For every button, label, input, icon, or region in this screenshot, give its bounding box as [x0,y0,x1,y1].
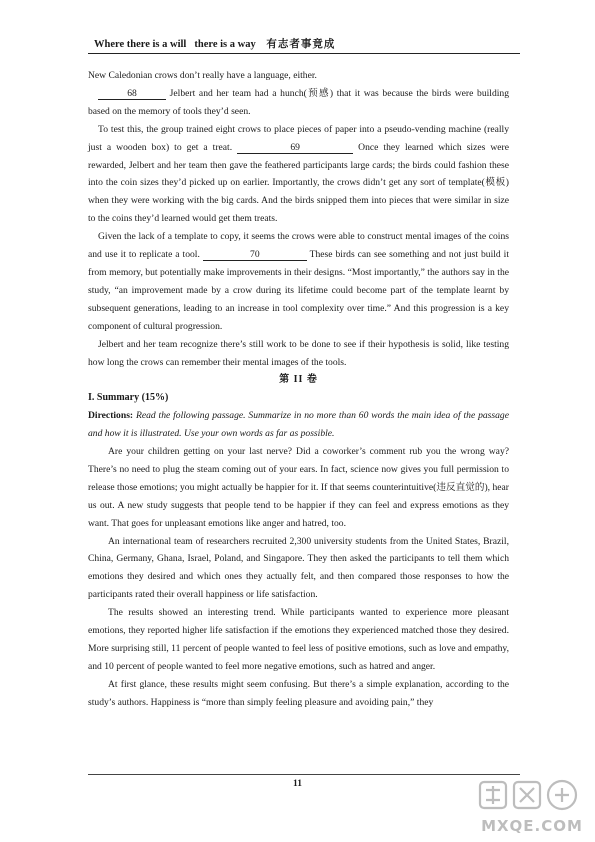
header-motto-en-part1: Where there is a will [94,39,187,50]
directions [88,407,509,443]
paragraph-2 [88,85,509,121]
header-motto-en-part2: there is a way [194,39,256,50]
paragraph-1: New Caledonian crows don’t really have a language, either. [88,70,317,81]
paragraph-2-text: Jelbert and her team had a hunch(预感) that it was because the birds were building based on the memory of tools they’d seen. [88,87,509,117]
summary-paragraph-1: Are your children getting on your last nerve? Did a coworker’s comment rub you the wrong way? There’s no need to plug the steam coming out of your ears. In fact, science now gives you full permission to release those emotions; you might actually be happier for it. If that seems counterintuitive(违反直觉的), hear us out. A new study suggests that people tend to be happier if they can feel and express emotions as they want. That goes for unpleasant emotions like anger and hatred, too. [88,446,509,529]
watermark-glyph-1-strokes [486,786,500,804]
paragraph-3-text-b: Once they learned which sizes were rewarded, Jelbert and her team then gave the feathered participants large cards; the birds could fashion these into the coin sizes they’d picked up on earlier. Importantly, the crows didn’t get any sort of template(模板) when they were working with the big cards. And the birds snipped them into pieces that were similar in size to the coins they’d learned would get them treats. [88,141,509,225]
summary-paragraph-3: The results showed an interesting trend. While participants wanted to experience more pleasant emotions, they reported higher life satisfaction if the emotions they experienced matched those they desired. More surprising still, 11 percent of people wanted to feel less of positive emotions, such as love and empathy, and 10 percent of people wanted to feel more negative emotions, such as hatred and anger. [88,607,509,672]
watermark-glyph-2-strokes [520,788,534,802]
page-header [94,36,514,51]
paragraph-4-text-a: Given the lack of a template to copy, it seems the crows were able to construct mental images of the coins and use it to replicate a tool. [88,231,509,261]
summary-paragraph-4: At first glance, these results might seem confusing. But there’s a simple explanation, according to the study’s authors. Happiness is “more than simply feeling pleasure and avoiding pain,” they [88,678,509,708]
header-motto-cn: 有志者事竟成 [266,39,336,50]
paragraph-4-text-b: These birds can see something and not just build it from memory, but potentially make improvements in their designs. “Most importantly,” the authors say in the study, “an improvement made by a crow during its lifetime could become part of the template learnt by subsequent generations, leading to an increase in tool complexity over time.” And this progression is a key component of cultural progression. [88,249,510,332]
paragraph-3 [88,121,509,228]
summary-section-title: I. Summary (15%) [88,392,169,404]
header-divider [88,53,520,54]
paragraph-3-text-a: To test this, the group trained eight crows to place pieces of paper into a pseudo-vending machine (really just a wooden box) to get a treat. [88,123,509,153]
watermark-glyph-3-strokes [555,788,569,802]
page-number: 11 [293,779,302,789]
answer-blank-70: 70 [203,249,307,261]
watermark-text: MXQE.COM [481,817,583,835]
answer-blank-69: 69 [237,142,353,154]
paragraph-5: Jelbert and her team recognize there’s still work to be done to see if their hypothesis is solid, like testing how long the crows can remember their mental images of the tools. [88,338,509,368]
footer-divider [88,774,520,775]
directions-label: Directions: [88,410,134,422]
answer-blank-68: 68 [98,88,166,100]
part-2-title: 第 II 卷 [279,374,318,386]
summary-paragraph-2: An international team of researchers recruited 2,300 university students from the United States, Brazil, China, Germany, Ghana, Israel, Poland, and Singapore. They then asked the participants to tell them which emotions they desired and which ones they actually felt, and then compared those responses to how the participants rated their overall happiness or life satisfaction. [88,535,509,601]
paragraph-4 [88,228,509,335]
passage-body [88,67,509,712]
directions-text: Read the following passage. Summarize in no more than 60 words the main idea of the passage and how it is illustrated. Use your own words as far as possible. [88,410,509,440]
watermark-logo [472,776,592,838]
